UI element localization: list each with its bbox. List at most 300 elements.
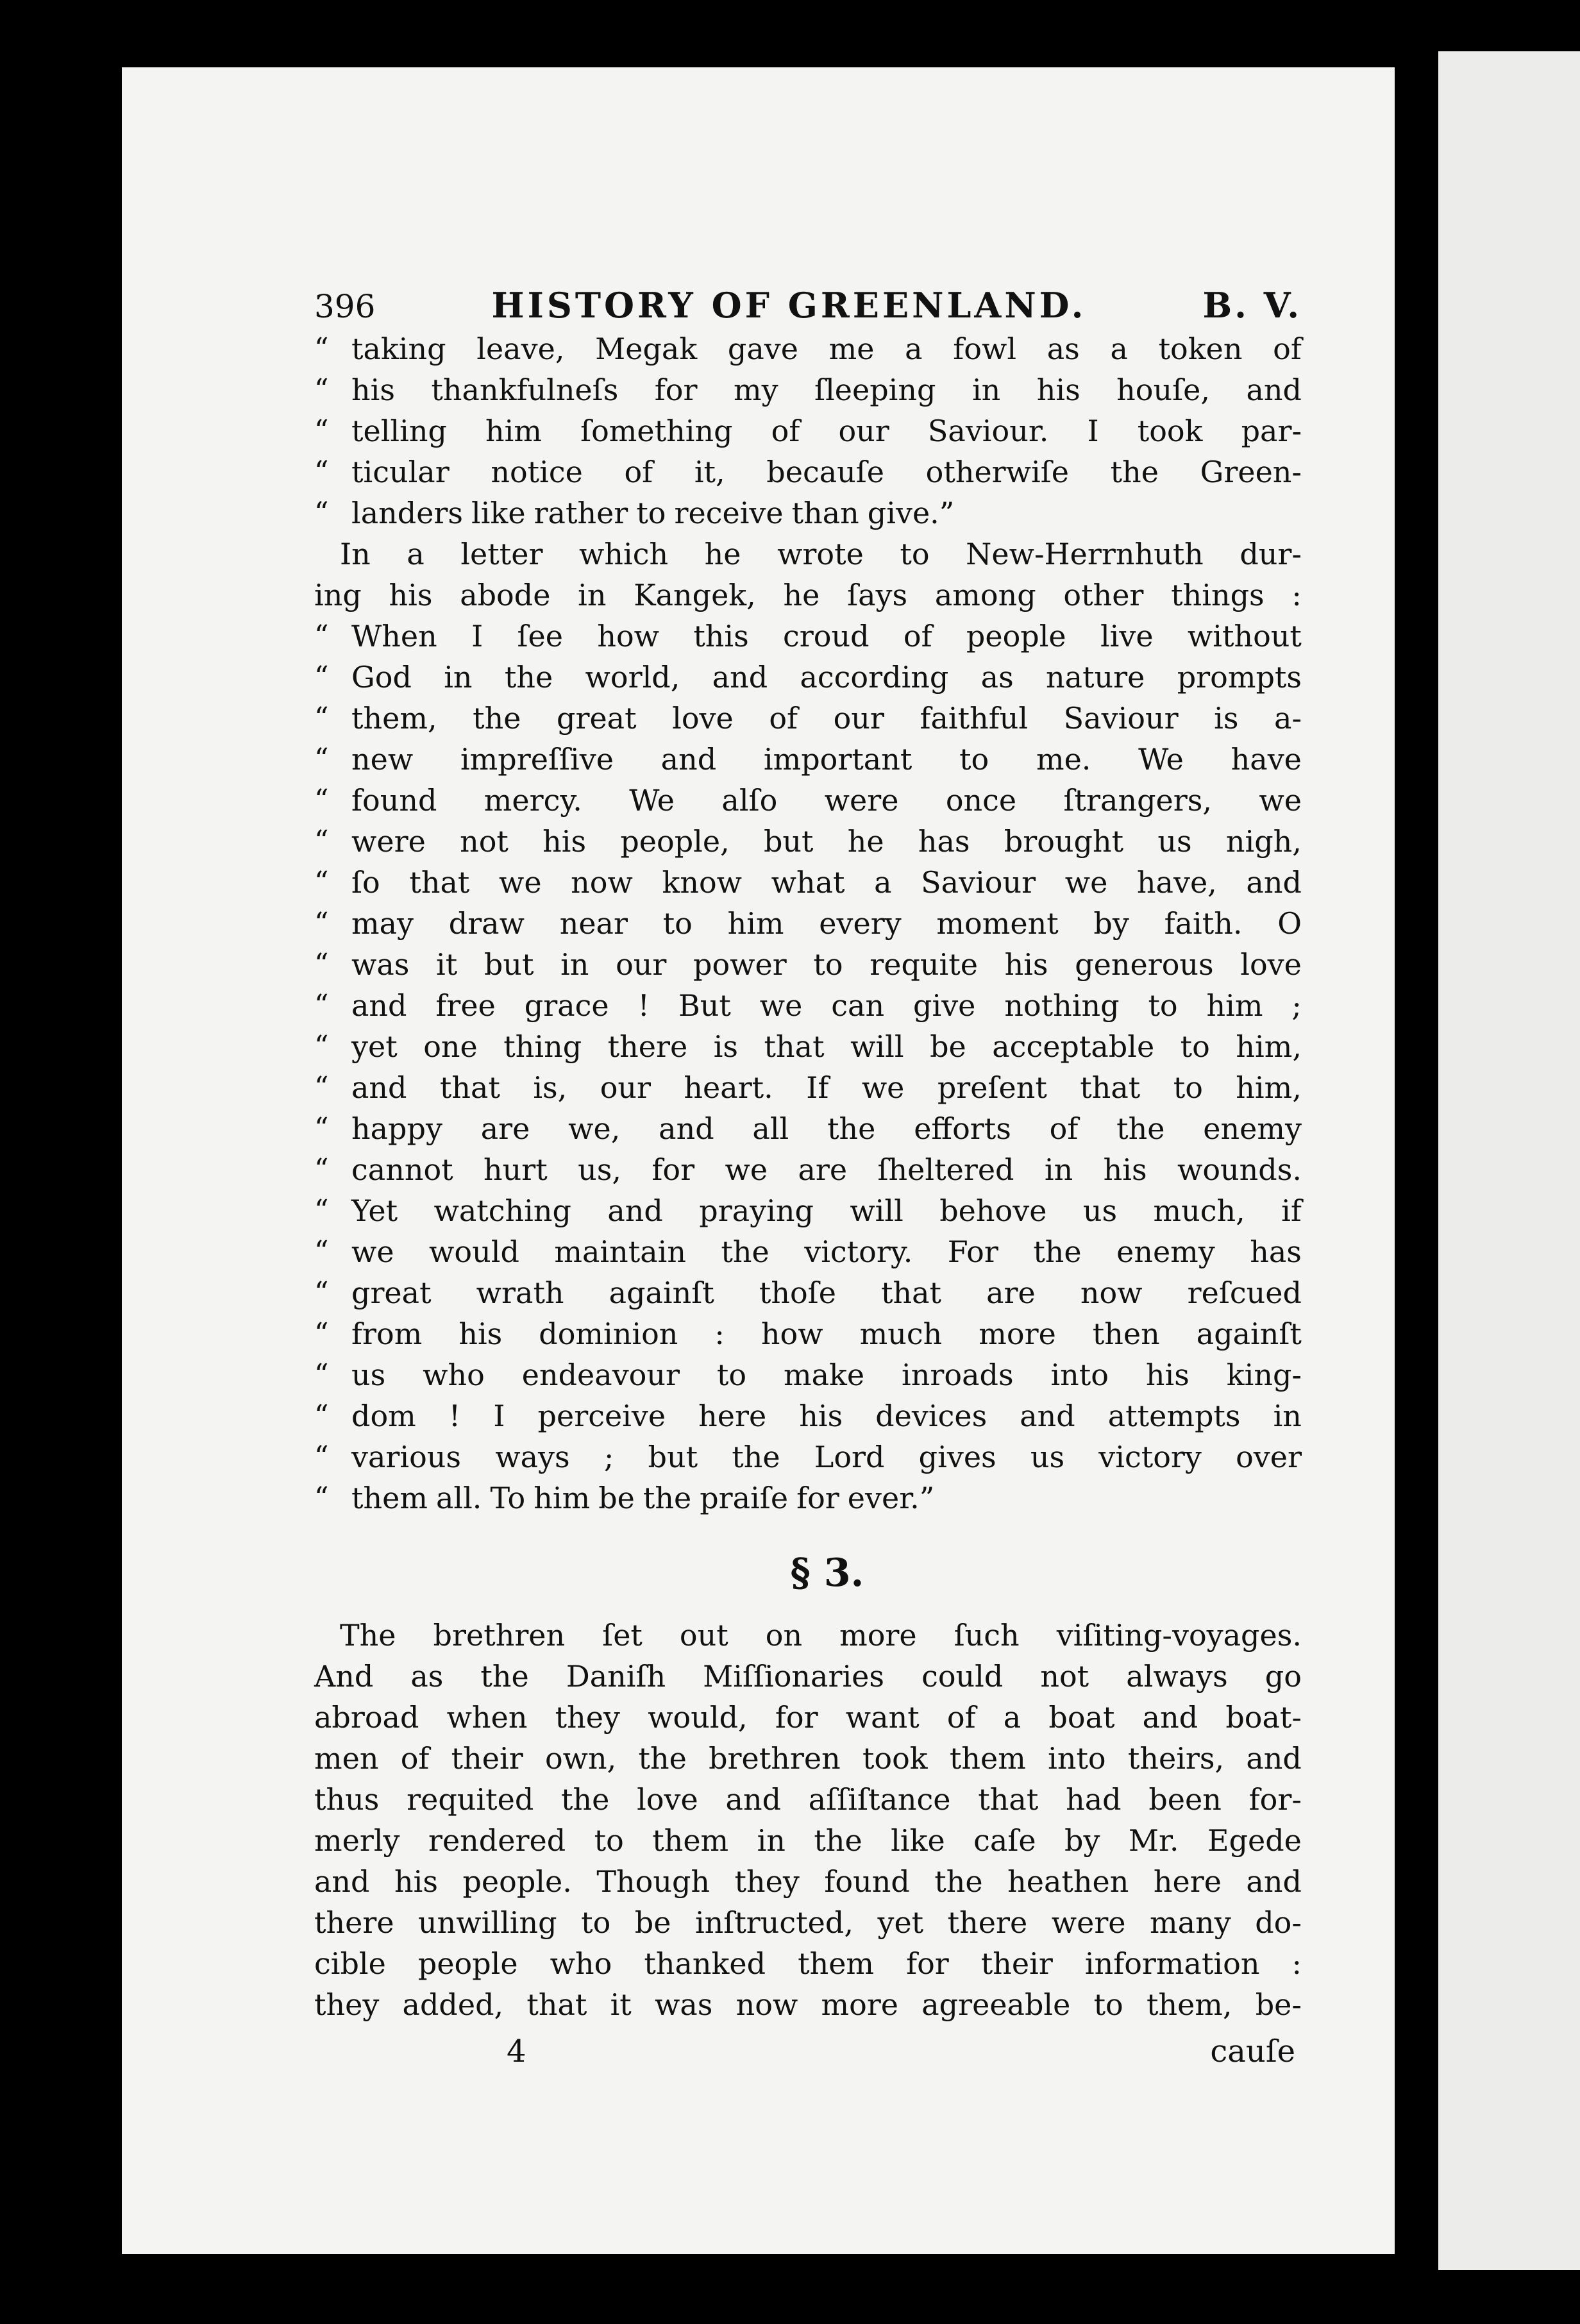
word: the [1110,455,1159,489]
word: would, [648,1700,748,1735]
word: live [1100,619,1154,653]
text-line [314,534,1302,575]
word: his [458,1317,503,1351]
word: and [659,1111,714,1146]
word: his [389,578,433,612]
text-line [314,1436,1302,1478]
word: abroad [314,1700,419,1735]
word: as [410,1659,444,1694]
word: his [1036,373,1080,407]
word: ſheltered [877,1152,1014,1187]
word: like [471,496,526,530]
word: us [1082,1193,1118,1228]
quotation-mark: “ [314,414,329,447]
word: for- [1248,1782,1302,1817]
word: the [504,660,553,695]
word: their [451,1741,523,1776]
running-title: HISTORY OF GREENLAND. [491,285,1087,326]
word: Yet [351,1193,398,1228]
word: yet [351,1029,398,1064]
word: a [905,332,923,366]
text-line [314,1231,1302,1272]
word: the [732,1440,780,1474]
word: always [1126,1659,1228,1694]
word: into [1050,1358,1109,1392]
word: him [727,906,784,941]
word: wrath [476,1276,564,1310]
word: ſtrangers, [1063,783,1212,818]
quotation-mark: “ [314,825,329,857]
word: be [634,1905,671,1940]
word: more [821,1987,899,2022]
word: then [1092,1317,1160,1351]
word: of [771,414,800,448]
word: our [833,701,884,736]
word: people. [462,1864,572,1899]
word: was [654,1987,713,2022]
word: they [734,1864,800,1899]
word: praiſe [700,1481,789,1515]
word: the [721,1234,769,1269]
text-line [314,1943,1302,1984]
word: have, [1136,865,1217,900]
word: my [733,373,778,407]
word: more [839,1618,917,1653]
word: God [351,660,412,695]
word: on [765,1618,803,1653]
word: many [1150,1905,1231,1940]
word: heathen [1007,1864,1129,1899]
word: the [480,1659,529,1694]
word: have [1231,742,1302,777]
word: now [1080,1276,1143,1310]
book-number: B. V. [1202,285,1302,326]
text-line [314,1354,1302,1395]
word: the [1116,1111,1165,1146]
word: the [473,701,521,736]
word: ing [314,578,362,612]
word: hurt [483,1152,548,1187]
word: cible [314,1946,386,1981]
word: inroads [902,1358,1014,1392]
word: a [1003,1700,1021,1735]
word: Saviour [921,865,1036,900]
word: king- [1226,1358,1302,1392]
word: will [850,1029,904,1064]
word: boat- [1225,1700,1302,1735]
text-line [314,1615,1302,1656]
word: I [1087,414,1099,448]
text-line [314,328,1302,369]
word: and [725,1782,782,1817]
word: the [643,1481,692,1515]
word: dur- [1240,537,1302,571]
word: our [838,414,889,448]
word: the [827,1111,876,1146]
word: the [934,1864,983,1899]
word: nature [1046,660,1145,695]
word: leave, [476,332,565,366]
word: great [557,701,637,736]
word: now [735,1987,798,2022]
word: Green- [1200,455,1302,489]
word: of [946,1700,976,1735]
word: ways [495,1440,570,1474]
word: there [314,1905,394,1940]
word: him [1206,988,1263,1023]
quotation-mark: “ [314,907,329,939]
word: be [930,1029,966,1064]
word: his [351,373,395,407]
word: what [771,865,845,900]
word: for [651,1152,695,1187]
word: boat [1048,1700,1115,1735]
word: that [978,1782,1039,1817]
word: them [652,1823,729,1858]
word: from [351,1317,423,1351]
word: our [600,1070,651,1105]
word: make [784,1358,865,1392]
word: be- [1255,1987,1302,2022]
word: efforts [914,1111,1011,1146]
text-line [314,985,1302,1026]
word: them [949,1741,1026,1776]
word: him [534,1481,591,1515]
quotation-mark: “ [314,332,329,365]
word: otherwiſe [925,455,1070,489]
word: I [471,619,483,653]
text-line [314,1067,1302,1108]
word: If [806,1070,829,1105]
word: we [1064,865,1108,900]
word: caſe [973,1823,1036,1858]
text-line [314,1738,1302,1779]
word: into [1048,1741,1106,1776]
word: requited [407,1782,534,1817]
word: in [578,578,607,612]
word: maintain [554,1234,686,1269]
word: not [1040,1659,1089,1694]
quotation-mark: “ [314,619,329,652]
word: more [979,1317,1056,1351]
text-line [314,1272,1302,1313]
text-line [314,1313,1302,1354]
word: were [351,824,426,859]
text-line [314,451,1302,493]
word: much [859,1317,943,1351]
word: of [400,1741,430,1776]
word: to [1093,1987,1123,2022]
word: to [662,906,693,941]
word: wrote [777,537,864,571]
text-line [314,616,1302,657]
quotation-mark: “ [314,496,329,529]
word: nigh, [1225,824,1302,859]
word: but [483,947,534,982]
word: O [1277,906,1302,941]
word: and [1246,373,1302,407]
word: that [439,1070,500,1105]
word: Daniſh [566,1659,666,1694]
word: the [814,1823,862,1858]
quotation-mark: “ [314,1440,329,1473]
word: : [1291,1946,1302,1981]
word: ſomething [580,414,733,448]
word: ! [448,1399,461,1433]
word: and [1020,1399,1075,1433]
word: his [1145,1358,1189,1392]
text-line [314,575,1302,616]
word: his [1103,1152,1147,1187]
word: becauſe [766,455,885,489]
word: yet [877,1905,924,1940]
word: will [850,1193,903,1228]
word: they [555,1700,620,1735]
page-number: 396 [314,288,376,325]
word: Megak [595,332,698,366]
word: a- [1274,701,1302,736]
word: people [966,619,1066,653]
text-line [314,1026,1302,1067]
section-3-paragraph [314,1615,1302,2025]
word: ſleeping [814,373,936,407]
word: that [881,1276,942,1310]
word: acceptable [992,1029,1155,1064]
word: than [791,496,859,530]
text-line [314,698,1302,739]
word: us [351,1358,386,1392]
word: over [1236,1440,1302,1474]
text-line [314,1861,1302,1902]
word: watching [433,1193,571,1228]
word: prompts [1177,660,1302,695]
word: them, [1146,1987,1232,2022]
word: and [1246,865,1302,900]
word: men [314,1741,379,1776]
word: moment [936,906,1059,941]
word: them, [351,701,437,736]
word: and [712,660,768,695]
text-line [314,1149,1302,1190]
word: and [607,1193,663,1228]
page-text-block [314,282,1302,2074]
word: added, [402,1987,504,2022]
word: rendered [428,1823,566,1858]
word: abode [460,578,551,612]
word: ticular [351,455,450,489]
word: world, [585,660,680,695]
word: We [1138,742,1184,777]
text-line [314,1395,1302,1436]
word: power [693,947,787,982]
word: he [704,537,741,571]
word: ; [603,1440,614,1474]
word: behove [939,1193,1047,1228]
word: ever.” [847,1481,935,1515]
word: be [598,1481,635,1515]
word: of [1049,1111,1079,1146]
word: preſent [937,1070,1047,1105]
word: is, [533,1070,567,1105]
word: landers [351,496,464,530]
word: to [1148,988,1178,1023]
word: reſcued [1187,1276,1302,1310]
word: thus [314,1782,380,1817]
word: by [1093,906,1129,941]
word: alſo [721,783,778,818]
word: do- [1255,1905,1302,1940]
word: it [436,947,458,982]
word: we [351,1234,394,1269]
quotation-mark: “ [314,1481,329,1514]
word: croud [783,619,870,653]
word: ſays [847,578,908,612]
word: them [351,1481,428,1515]
word: Kangek, [634,578,756,612]
word: attempts [1107,1399,1241,1433]
word: his [1004,947,1048,982]
word: people [417,1946,518,1981]
word: of [624,455,653,489]
word: that [526,1987,587,2022]
word: to [581,1905,611,1940]
word: fowl [953,332,1017,366]
word: notice [491,455,583,489]
text-line [314,944,1302,985]
quotation-mark: “ [314,948,329,981]
word: I [493,1399,505,1433]
word: agreeable [921,1987,1071,2022]
word: that [1080,1070,1141,1105]
word: And [314,1659,374,1694]
word: in [757,1823,786,1858]
catchword: cauſe [1210,2034,1295,2069]
word: them [798,1946,875,1981]
quotation-mark: “ [314,1153,329,1186]
word: token [1158,332,1243,366]
word: To [490,1481,526,1515]
word: would [429,1234,519,1269]
word: we, [568,1111,621,1146]
word: but [763,824,814,859]
word: unwilling [418,1905,557,1940]
text-line [314,780,1302,821]
word: give [913,988,976,1023]
word: in [1044,1152,1073,1187]
word: telling [351,414,447,448]
word: were [824,783,899,818]
word: love [1240,947,1302,982]
word: for [906,1946,949,1981]
word: the [561,1782,610,1817]
text-line [314,1190,1302,1231]
word: his [394,1864,438,1899]
word: without [1187,619,1302,653]
word: ! [637,988,650,1023]
word: information [1084,1946,1260,1981]
word: took [862,1741,928,1776]
quotation-mark: “ [314,1071,329,1104]
word: receive [674,496,784,530]
word: has [1250,1234,1302,1269]
word: for [654,373,698,407]
text-line [314,739,1302,780]
word: found [824,1864,910,1899]
word: there [947,1905,1028,1940]
word: generous [1075,947,1214,982]
text-line [314,821,1302,862]
word: Miſſionaries [703,1659,885,1694]
word: by [1064,1823,1100,1858]
word: In [340,537,371,571]
word: had [1066,1782,1122,1817]
word: for [796,1481,839,1515]
word: that [409,865,470,900]
facing-page-edge [1436,51,1580,2270]
word: and [314,1864,370,1899]
word: cannot [351,1152,453,1187]
word: a [874,865,892,900]
word: faith. [1164,906,1243,941]
word: ſet [602,1618,643,1653]
word: par- [1241,414,1302,448]
word: impreſſive [460,742,614,777]
word: the [638,1741,687,1776]
text-line [314,862,1302,903]
quotation-mark: “ [314,661,329,693]
word: and [351,1070,407,1105]
word: were [1051,1905,1126,1940]
word: grace [524,988,609,1023]
text-line [314,1697,1302,1738]
text-line [314,1984,1302,2025]
word: Saviour. [927,414,1049,448]
word: gives [918,1440,996,1474]
word: in [560,947,589,982]
word: love [672,701,734,736]
quotation-mark: “ [314,1358,329,1391]
word: as [980,660,1014,695]
word: When [351,619,437,653]
quotation-mark: “ [314,989,329,1022]
word: brethren [433,1618,566,1653]
word: houſe, [1116,373,1210,407]
word: they [314,1987,380,2022]
word: his [542,824,587,859]
word: aſſiſtance [808,1782,951,1817]
word: enemy [1116,1234,1215,1269]
word: ſee [517,619,564,653]
word: important [763,742,912,777]
word: among [934,578,1036,612]
word: free [435,988,496,1023]
word: mercy. [483,783,582,818]
word: are [480,1111,530,1146]
word: dominion [539,1317,678,1351]
word: Though [596,1864,710,1899]
word: has [918,824,970,859]
word: when [446,1700,528,1735]
quotation-mark: “ [314,743,329,775]
word: and [1142,1700,1198,1735]
word: people, [620,824,730,859]
word: happy [351,1111,442,1146]
word: are [986,1276,1036,1310]
word: to [594,1823,624,1858]
word: to [1173,1070,1203,1105]
word: Egede [1207,1823,1302,1858]
word: devices [875,1399,988,1433]
